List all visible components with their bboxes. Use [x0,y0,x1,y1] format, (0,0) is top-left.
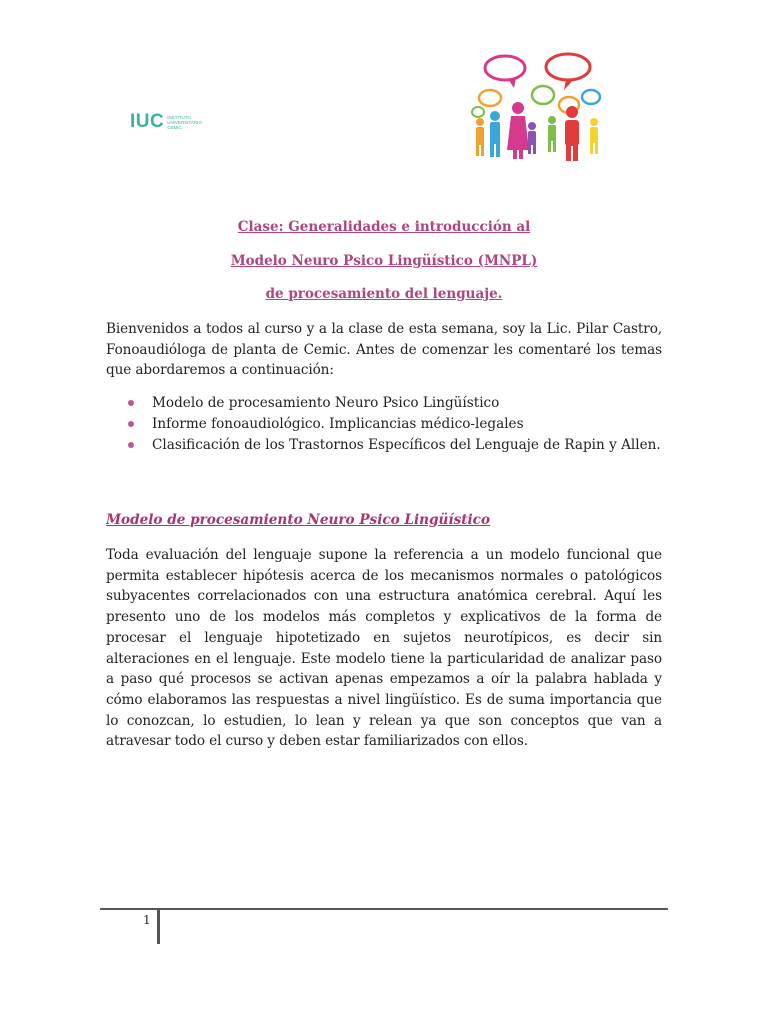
logo-line: INSTITUTO [167,114,191,120]
list-item-text: Modelo de procesamiento Neuro Psico Lingüístico [152,395,500,411]
logo-text [167,115,202,130]
footer-divider [157,908,160,944]
topic-list [106,393,662,456]
logo-line: UNIVERSITARIO [167,119,202,125]
logo-mark: IUC [130,111,165,132]
footer-rule [100,908,668,910]
list-item [106,435,662,456]
iuc-logo [130,111,202,133]
intro-paragraph: Bienvenidos a todos al curso y a la clase de esta semana, soy la Lic. Pilar Castro, Fonoaudióloga de planta de Cemic. Antes de comenzar les comentaré los temas que abordaremos a continuación: [106,321,662,379]
bullet-icon [128,421,134,427]
page-number: 1 [143,913,151,927]
bullet-icon [128,400,134,406]
title-line-3: de procesamiento del lenguaje. [265,286,503,302]
list-item-text: Informe fonoaudiológico. Implicancias médico-legales [152,416,524,432]
section-body: Toda evaluación del lenguaje supone la referencia a un modelo funcional que permita establecer hipótesis acerca de los mecanismos normales o patológicos subyacentes correlacionados con una estructura anatómica cerebral. Aquí les presento uno de los modelos más completos y explicativos de la forma de procesar el lenguaje hipotetizado en sujetos neurotípicos, es decir sin alteraciones en el lenguaje. Este modelo tiene la particularidad de analizar paso a paso qué procesos se activan apenas empezamos a oír la palabra hablada y cómo elaboramos las respuestas a nivel lingüístico. Es de suma importancia que lo conozcan, lo estudien, lo lean y relean ya que son conceptos que van a atravesar todo el curso y deben estar familiarizados con ellos. [106,547,662,750]
logo-line: CEMIC [167,124,182,130]
list-item [106,414,662,435]
speech-bubbles-people-icon [468,50,610,168]
bullet-icon [128,442,134,448]
section-heading: Modelo de procesamiento Neuro Psico Lingüístico [106,512,491,528]
title-line-1: Clase: Generalidades e introducción al [237,219,531,235]
title-line-2: Modelo Neuro Psico Lingüístico (MNPL) [230,253,538,269]
list-item-text: Clasificación de los Trastornos Específicos del Lenguaje de Rapin y Allen. [152,437,661,453]
list-item [106,393,662,414]
